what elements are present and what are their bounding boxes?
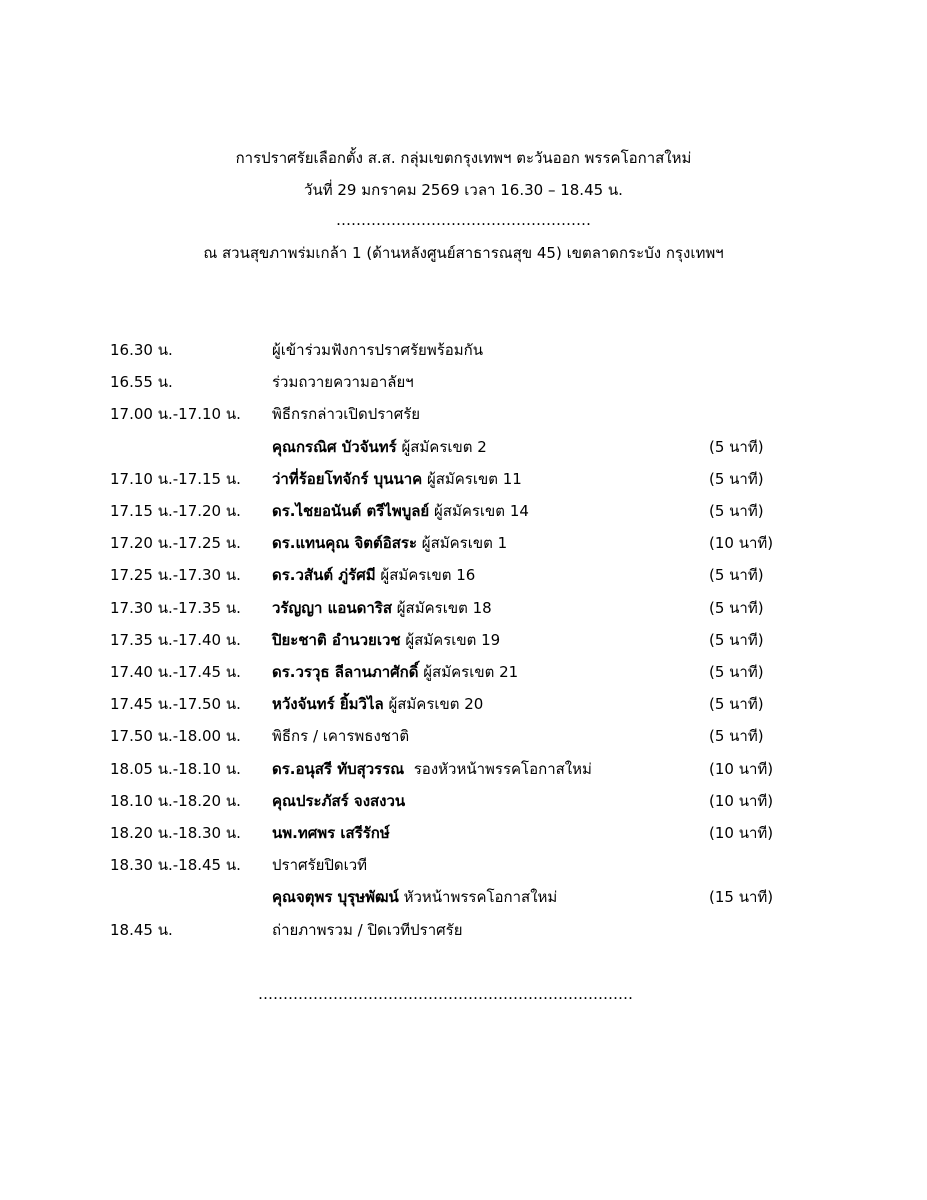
speaker-name: วรัญญา แอนดาริส	[272, 599, 392, 617]
schedule-duration: (10 นาที)	[709, 824, 774, 842]
schedule-row	[0, 885, 927, 909]
schedule-row	[0, 563, 927, 587]
schedule-description	[272, 596, 492, 620]
schedule-text: ร่วมถวายความอาลัยฯ	[272, 373, 414, 391]
schedule-description	[272, 724, 409, 748]
schedule-description	[272, 757, 592, 781]
schedule-duration: (5 นาที)	[709, 599, 764, 617]
schedule-text: ผู้สมัครเขต 19	[400, 631, 501, 649]
speaker-name: ดร.อนุสรี ทับสุวรรณ	[272, 760, 405, 778]
event-venue: ณ สวนสุขภาพร่มเกล้า 1 (ด้านหลังศูนย์สาธารณสุข 45) เขตลาดกระบัง กรุงเทพฯ	[203, 244, 724, 262]
schedule-time: 17.10 น.-17.15 น.	[110, 470, 241, 488]
document-title: การปราศรัยเลือกตั้ง ส.ส. กลุ่มเขตกรุงเทพฯ ตะวันออก พรรคโอกาสใหม่	[235, 149, 692, 167]
speaker-name: ดร.วสันต์ ภู่รัศมี	[272, 566, 376, 584]
schedule-time: 17.40 น.-17.45 น.	[110, 663, 241, 681]
header-separator: ……………………………………………	[336, 211, 591, 229]
schedule-duration: (5 นาที)	[709, 695, 764, 713]
schedule-description	[272, 853, 367, 877]
schedule-text: ปราศรัยปิดเวที	[272, 856, 368, 874]
speaker-name: นพ.ทศพร เสรีรักษ์	[272, 824, 390, 842]
schedule-row	[0, 821, 927, 845]
footer-separator: …………………………………………………………………	[258, 985, 633, 1003]
schedule-description	[272, 885, 557, 909]
schedule-description	[272, 628, 500, 652]
schedule-text: ผู้สมัครเขต 1	[417, 534, 508, 552]
speaker-name: ปิยะชาติ อำนวยเวช	[272, 631, 401, 649]
schedule-row	[0, 467, 927, 491]
speaker-name: ดร.วรวุธ ลีลานภาศักดิ์	[272, 663, 419, 681]
schedule-description	[272, 402, 420, 426]
schedule-text: ผู้สมัครเขต 18	[392, 599, 492, 617]
schedule-time: 18.20 น.-18.30 น.	[110, 824, 241, 842]
schedule-description	[272, 467, 522, 491]
schedule-text: หัวหน้าพรรคโอกาสใหม่	[398, 888, 558, 906]
schedule-row	[0, 628, 927, 652]
schedule-time: 17.20 น.-17.25 น.	[110, 534, 241, 552]
schedule-time: 16.55 น.	[110, 373, 173, 391]
speaker-name: คุณกรณิศ บัวจันทร์	[272, 438, 397, 456]
schedule-row	[0, 660, 927, 684]
schedule-time: 18.10 น.-18.20 น.	[110, 792, 241, 810]
speaker-name: หวังจันทร์ ยิ้มวิไล	[272, 695, 384, 713]
schedule-description	[272, 531, 507, 555]
schedule-time: 16.30 น.	[110, 341, 173, 359]
schedule-text: ถ่ายภาพรวม / ปิดเวทีปราศรัย	[272, 921, 463, 939]
schedule-duration: (5 นาที)	[709, 566, 764, 584]
schedule-text: ผู้เข้าร่วมฟังการปราศรัยพร้อมกัน	[272, 341, 484, 359]
schedule-row	[0, 435, 927, 459]
schedule-text: พิธีกร / เคารพธงชาติ	[272, 727, 410, 745]
schedule-time: 18.05 น.-18.10 น.	[110, 760, 241, 778]
schedule-text: ผู้สมัครเขต 11	[422, 470, 522, 488]
schedule-description	[272, 370, 414, 394]
schedule-duration: (5 นาที)	[709, 438, 764, 456]
schedule-row	[0, 531, 927, 555]
speaker-name: ดร.แทนคุณ จิตต์อิสระ	[272, 534, 418, 552]
speaker-name: ดร.ไชยอนันต์ ตรีไพบูลย์	[272, 502, 430, 520]
schedule-description	[272, 821, 390, 845]
schedule-time: 17.35 น.-17.40 น.	[110, 631, 241, 649]
schedule-description	[272, 660, 518, 684]
schedule-description	[272, 563, 475, 587]
schedule-row	[0, 692, 927, 716]
speaker-name: คุณประภัสร์ จงสงวน	[272, 792, 406, 810]
schedule-text: ผู้สมัครเขต 14	[429, 502, 529, 520]
schedule-time: 17.45 น.-17.50 น.	[110, 695, 241, 713]
schedule-row	[0, 853, 927, 877]
schedule-text: ผู้สมัครเขต 20	[383, 695, 484, 713]
schedule-time: 17.30 น.-17.35 น.	[110, 599, 241, 617]
schedule-row	[0, 370, 927, 394]
schedule-description	[272, 338, 483, 362]
schedule-time: 17.25 น.-17.30 น.	[110, 566, 241, 584]
schedule-description	[272, 918, 463, 942]
schedule-row	[0, 338, 927, 362]
schedule-time: 18.30 น.-18.45 น.	[110, 856, 241, 874]
schedule-text: ผู้สมัครเขต 21	[418, 663, 519, 681]
schedule-duration: (5 นาที)	[709, 631, 764, 649]
schedule-duration: (5 นาที)	[709, 470, 764, 488]
schedule-text: ผู้สมัครเขต 2	[396, 438, 487, 456]
schedule-row	[0, 499, 927, 523]
schedule-text: ผู้สมัครเขต 16	[375, 566, 476, 584]
schedule-duration: (10 นาที)	[709, 760, 774, 778]
schedule-row	[0, 596, 927, 620]
schedule-time: 17.15 น.-17.20 น.	[110, 502, 241, 520]
schedule-row	[0, 724, 927, 748]
schedule-duration: (5 นาที)	[709, 502, 764, 520]
schedule-description	[272, 435, 487, 459]
schedule-text: รองหัวหน้าพรรคโอกาสใหม่	[404, 760, 592, 778]
schedule-duration: (10 นาที)	[709, 792, 774, 810]
schedule-row	[0, 757, 927, 781]
schedule-time: 17.00 น.-17.10 น.	[110, 405, 241, 423]
schedule-text: พิธีกรกล่าวเปิดปราศรัย	[272, 405, 421, 423]
schedule-row	[0, 402, 927, 426]
schedule-duration: (10 นาที)	[709, 534, 774, 552]
schedule-description	[272, 789, 405, 813]
schedule-row	[0, 918, 927, 942]
schedule-time: 18.45 น.	[110, 921, 173, 939]
event-date: วันที่ 29 มกราคม 2569 เวลา 16.30 – 18.45 น.	[304, 181, 623, 199]
schedule-description	[272, 692, 483, 716]
speaker-name: ว่าที่ร้อยโทจักร์ บุนนาค	[272, 470, 423, 488]
schedule-duration: (5 นาที)	[709, 727, 764, 745]
schedule-row	[0, 789, 927, 813]
schedule-description	[272, 499, 529, 523]
schedule-time: 17.50 น.-18.00 น.	[110, 727, 241, 745]
speaker-name: คุณจตุพร บุรุษพัฒน์	[272, 888, 399, 906]
schedule-duration: (5 นาที)	[709, 663, 764, 681]
schedule-duration: (15 นาที)	[709, 888, 774, 906]
